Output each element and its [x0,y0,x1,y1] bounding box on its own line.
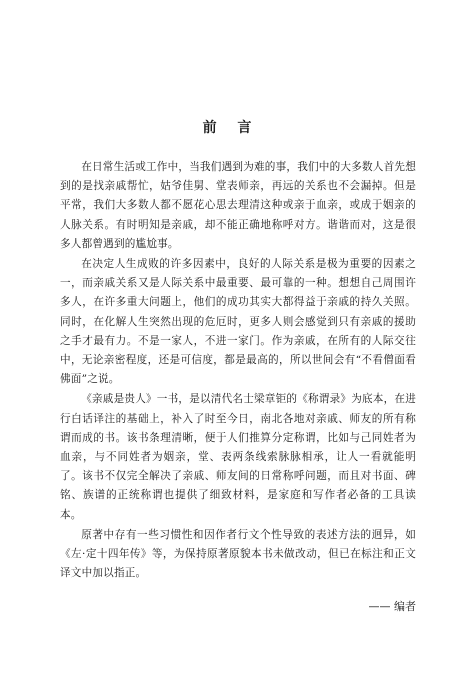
paragraph-1: 在日常生活或工作中，当我们遇到为难的事，我们中的大多数人首先想到的是找亲戚帮忙，姑爷佳舅、堂表师亲，再远的关系也不会漏掉。但是平常，我们大多数人都不愿花心思去理清这种或亲于血亲，或成于姻亲的人脉关系。有时明知是亲戚，却不能正确地称呼对方。谐谐而对，这是很多人都曾遇到的尴尬事。 [60,161,416,250]
paragraph-2: 在决定人生成败的许多因素中，良好的人际关系是极为重要的因素之一，而亲戚关系又是人际关系中最重要、最可靠的一种。想想自己周围许多人，在许多重大问题上，他们的成功其实大都得益于亲戚的持久关照。同时，在化解人生突然出现的危厄时，更多人则会感觉到只有亲戚的援助之手才最有力。不是一家人，不进一家门。作为亲戚，在所有的人际交往中，无论亲密程度，还是可信度，都是最高的，所以世间会有“不看僧面看佛面”之说。 [60,258,416,386]
page-title: 前 言 [202,120,260,136]
preface-body [60,158,416,583]
author-signature: —— 编者 [368,600,416,613]
paragraph-4: 原著中存有一些习惯性和因作者行文个性导致的表述方法的迥异，如《左·定十四年传》等，为保持原著原貌本书未做改动，但已在标注和正文译文中加以指正。 [60,528,416,580]
paragraph-3: 《亲戚是贵人》一书，是以清代名士梁章钜的《称谓录》为底本，在进行白话译注的基础上，补入了时至今日，南北各地对亲戚、师友的所有称谓而成的书。该书条理清晰，便于人们推算分定称谓，比如与己同姓者为血亲，与不同姓者为姻亲，堂、表两条线索脉脉相承，让人一看就能明了。该书不仅完全解决了亲戚、师友间的日常称呼问题，而且对书面、碑铭、族谱的正统称谓也提供了细致材料，是家庭和写作者必备的工具读本。 [60,393,416,521]
